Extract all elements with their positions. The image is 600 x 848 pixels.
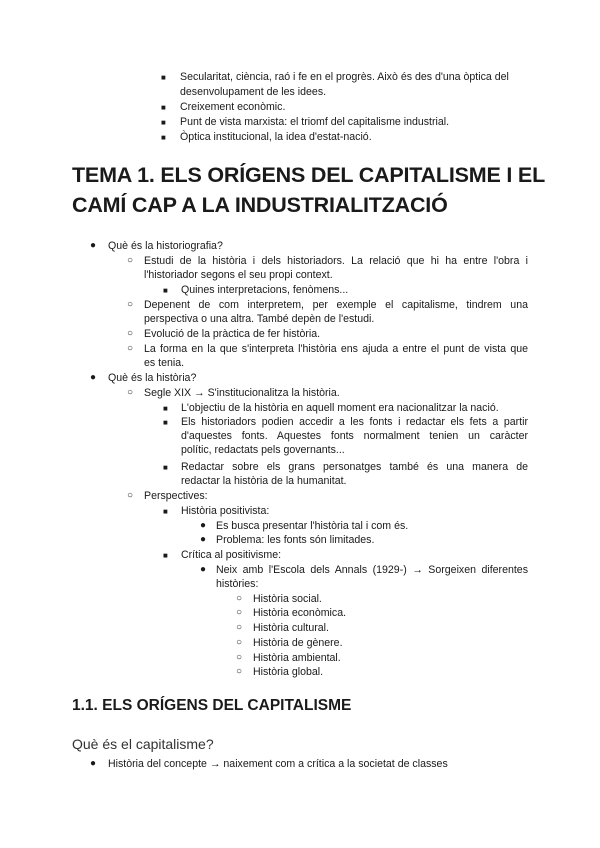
list-item: Depenent de com interpretem, per exemple el capitalisme, tindrem una [144, 299, 528, 311]
list-item: Història econòmica. [253, 607, 347, 619]
list-item: Neix amb l'Escola dels Annals (1929-) → Sorgeixen diferentes [216, 564, 528, 576]
list-item-continuation: polític, redactats pels governants... [181, 444, 345, 456]
list-item-continuation: desenvolupament de les idees. [180, 86, 327, 98]
bullet-icon: ● [200, 534, 207, 545]
list-item: L'objectiu de la història en aquell moment era nacionalitzar la nació. [181, 402, 499, 414]
list-item: Què és la historiografia? [108, 240, 223, 252]
bullet-icon: ● [200, 520, 207, 531]
square-bullet-icon: ■ [161, 133, 166, 142]
square-bullet-icon: ■ [163, 418, 168, 427]
circle-bullet-icon: ○ [127, 343, 134, 354]
square-bullet-icon: ■ [163, 404, 168, 413]
list-item: Segle XIX → S'institucionalitza la història. [144, 387, 340, 399]
list-item: Perspectives: [144, 490, 208, 502]
list-item: Evolució de la pràctica de fer història. [144, 328, 321, 340]
list-item: Estudi de la història i dels historiadors. La relació que hi ha entre l'obra i [144, 255, 528, 267]
list-item-continuation: l'historiador segons el seu propi context. [144, 269, 333, 281]
circle-bullet-icon: ○ [127, 255, 134, 266]
list-item: Història ambiental. [253, 652, 341, 664]
list-item: Quines interpretacions, fenòmens... [181, 284, 349, 296]
section-heading: 1.1. ELS ORÍGENS DEL CAPITALISME [72, 697, 352, 714]
list-item: Història global. [253, 666, 324, 678]
circle-bullet-icon: ○ [236, 666, 243, 677]
list-item: Es busca presentar l'història tal i com és. [216, 520, 409, 532]
list-item: Què és la història? [108, 372, 197, 384]
bullet-icon: ● [200, 564, 207, 575]
list-item: Història positivista: [181, 505, 270, 517]
page-title-line-1: TEMA 1. ELS ORÍGENS DEL CAPITALISME I EL [72, 163, 546, 187]
circle-bullet-icon: ○ [236, 652, 243, 663]
square-bullet-icon: ■ [163, 551, 168, 560]
list-item-continuation: històries: [216, 578, 259, 590]
circle-bullet-icon: ○ [236, 607, 243, 618]
square-bullet-icon: ■ [161, 103, 166, 112]
list-item: Història de gènere. [253, 637, 343, 649]
square-bullet-icon: ■ [163, 286, 168, 295]
square-bullet-icon: ■ [161, 118, 166, 127]
circle-bullet-icon: ○ [127, 490, 134, 501]
bullet-icon: ● [90, 372, 97, 383]
subheading: Què és el capitalisme? [72, 736, 214, 752]
list-item: Història del concepte → naixement com a crítica a la societat de classes [108, 758, 448, 770]
circle-bullet-icon: ○ [236, 593, 243, 604]
list-item: Punt de vista marxista: el triomf del capitalisme industrial. [180, 116, 450, 128]
list-item: Problema: les fonts són limitades. [216, 534, 375, 546]
list-item: Crítica al positivisme: [181, 549, 282, 561]
list-item: Òptica institucional, la idea d'estat-nació. [180, 131, 372, 143]
list-item-continuation: perspectiva o una altra. També depèn de l'estudi. [144, 313, 375, 325]
list-item-continuation: d'aquestes fonts. Aquestes fonts normalment tenien un caràcter [181, 430, 528, 442]
square-bullet-icon: ■ [161, 73, 166, 82]
list-item: Història social. [253, 593, 322, 605]
bullet-icon: ● [90, 240, 97, 251]
list-item: La forma en la que s'interpreta l'història ens ajuda a entre el punt de vista que [144, 343, 528, 355]
list-item-continuation: redactar la història de la humanitat. [181, 475, 347, 487]
circle-bullet-icon: ○ [236, 637, 243, 648]
square-bullet-icon: ■ [163, 507, 168, 516]
list-item: Els historiadors podien accedir a les fonts i redactar els fets a partir [181, 416, 528, 428]
circle-bullet-icon: ○ [127, 387, 134, 398]
square-bullet-icon: ■ [163, 463, 168, 472]
page-title-line-2: CAMÍ CAP A LA INDUSTRIALITZACIÓ [72, 193, 448, 217]
circle-bullet-icon: ○ [127, 328, 134, 339]
circle-bullet-icon: ○ [127, 299, 134, 310]
circle-bullet-icon: ○ [236, 622, 243, 633]
list-item-continuation: es tenia. [144, 357, 185, 369]
list-item: Història cultural. [253, 622, 329, 634]
bullet-icon: ● [90, 758, 97, 769]
list-item: Secularitat, ciència, raó i fe en el progrès. Això és des d'una òptica del [180, 71, 509, 83]
list-item: Redactar sobre els grans personatges també és una manera de [181, 461, 528, 473]
list-item: Creixement econòmic. [180, 101, 286, 113]
